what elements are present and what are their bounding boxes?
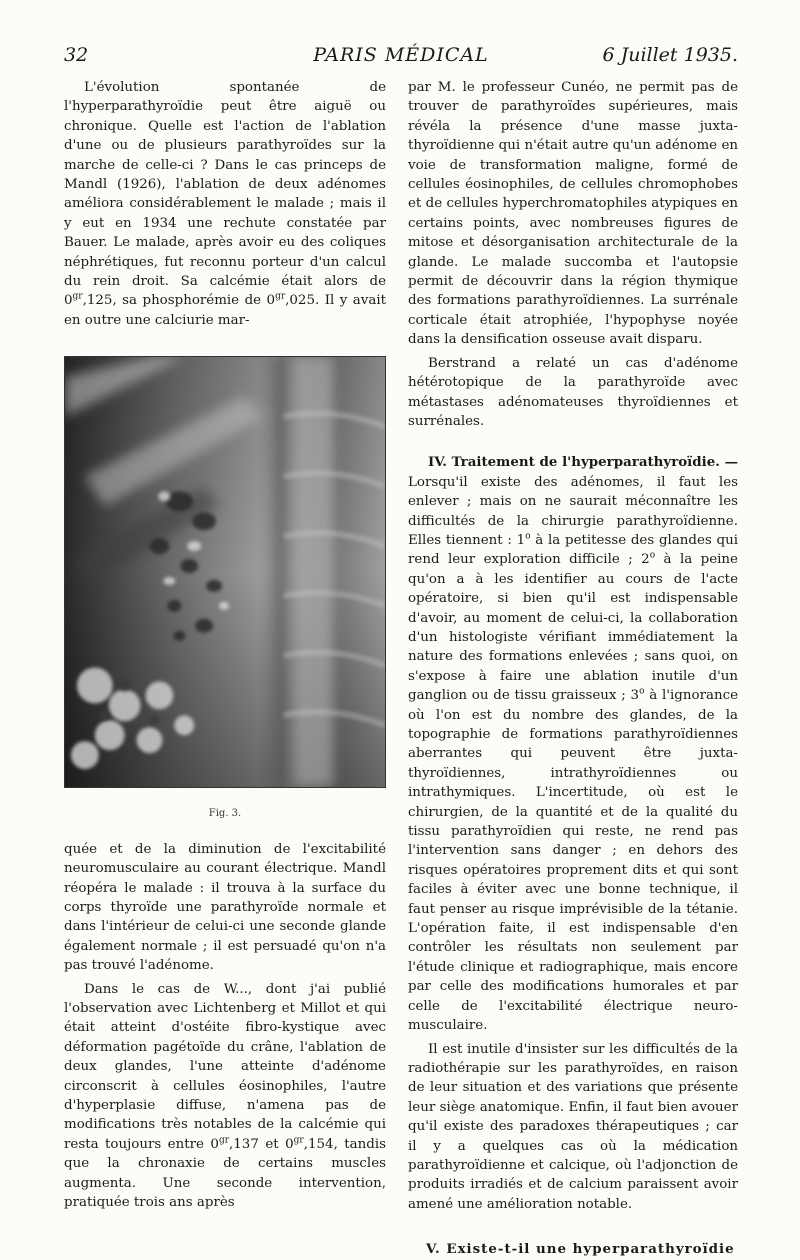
right-column — [408, 78, 738, 1260]
section-traitement: IV. Traitement de l'hyperparathyroïdie. — Lorsqu'il existe des adénomes, il faut les enlever ; mais on ne saurait méconnaître les difficultés de la chirurgie parathyroïdienne. Elles tiennent : 1$^o$ à la petitesse des glandes qui rend leur exploration difficile ; 2$^o$ à la peine qu'on a à les identifier au cours de l'acte opératoire, si bien qu'il est indispensable d'avoir, au moment de celui-ci, la collaboration d'un histologiste vérifiant immédiatement la nature des formations enlevées ; sans quoi, on s'expose à faire une ablation inutile d'un ganglion ou de tissu graisseux ; 3$^o$ à l'ignorance où l'on est du nombre des glandes, de la topographie de formations parathyroïdiennes aberrantes qui peuvent être juxta-thyroïdiennes, intrathyroïdiennes ou intrathymiques. L'incertitude, où est le chirurgien, de la quantité et de la qualité du tissu parathyroïdien qui reste, ne rend pas l'intervention sans danger ; en dehors des risques opératoires proprement dits et qui sont faciles à éviter avec une bonne technique, il faut penser au risque imprévisible de la tétanie. L'opération faite, il est indispensable d'en contrôler les résultats non seulement par l'étude clinique et radiographique, mais encore par celle des modifications humorales et par celle de l'excitabilité électrique neuro-musculaire. — [408, 454, 738, 1034]
xray-image — [64, 356, 386, 788]
paragraph-radiotherapie: Il est inutile d'insister sur les difficultés de la radiothérapie sur les parathyroïdes, en raison de leur situation et des variations que présente leur siège anatomique. Enfin, il faut bien avouer qu'il existe des paradoxes thérapeutiques ; car il y a quelques cas où la médication parathyroïdienne et calcique, où l'adjonction de produits irradiés et de calcium paraissent avoir amené une amélioration notable. — [408, 1041, 738, 1212]
section-heading-iv: IV. Traitement de l'hyperparathyroïdie. — — [428, 454, 738, 471]
left-column — [64, 78, 386, 1212]
figure-caption: Fig. 3. — [208, 808, 242, 820]
journal-title: PARIS MÉDICAL — [313, 44, 489, 66]
paragraph-mandl-continued: quée et de la diminution de l'excitabilité neuromusculaire au courant électrique. Mandl réopéra le malade : il trouva à la surface du corps thyroïde une parathyroïde normale et dans l'intérieur de celui-ci une seconde glande également normale ; il est persuadé qu'on n'a pas trouvé l'adénome. — [64, 841, 386, 974]
paragraph-berstrand: Berstrand a relaté un cas d'adénome hétérotopique de la parathyroïde avec métastases adénomateuses thyroïdiennes et surrénales. — [408, 355, 738, 429]
section-heading-v: V. Existe-t-il une hyperparathyroïdie — [426, 1241, 735, 1258]
figure-3 — [64, 356, 386, 823]
paragraph-evolution: L'évolution spontanée de l'hyperparathyroïdie peut être aiguë ou chronique. Quelle est l'action de l'ablation d'une ou de plusieurs parathyroïdes sur la marche de celle-ci ? Dans le cas princeps de Mandl (1926), l'ablation de deux adénomes améliora considérablement le malade ; mais il y eut en 1934 une rechute constatée par Bauer. Le malade, après avoir eu des coliques néphrétiques, fut reconnu porteur d'un calcul du rein droit. Sa calcémie était alors de $0^{gr},125$, sa phosphorémie de $0^{gr},025$. Il y avait en outre une calciurie mar- — [64, 80, 386, 328]
paragraph-cuneo: par M. le professeur Cunéo, ne permit pas de trouver de parathyroïdes supérieures, mais révéla la présence d'une masse juxta-thyroïdienne qui n'était autre qu'un adénome en voie de transformation maligne, formé de cellules éosinophiles, de cellules chromophobes et de cellules hyperchromatophiles atypiques en certains points, avec nombreuses figures de mitose et désorganisation architecturale de la glande. Le malade succomba et l'autopsie permit de découvrir dans la région thymique des formations parathyroïdiennes. La surrénale corticale était atrophiée, l'hypophyse noyée dans la densification osseuse avait disparu. — [408, 80, 738, 348]
page-number: 32 — [64, 44, 89, 66]
issue-date: 6 Juillet 1935. — [602, 44, 738, 66]
paragraph-case-w: Dans le cas de W..., dont j'ai publié l'observation avec Lichtenberg et Millot et qui était atteint d'ostéite fibro-kystique avec déformation pagétoïde du crâne, l'ablation de deux glandes, l'une atteinte d'adénome circonscrit à cellules éosinophiles, l'autre d'hyperplasie diffuse, n'amena pas de modifications très notables de la calcémie qui resta toujours entre $0^{gr},137$ et $0^{gr},154$, tandis que la chronaxie de certains muscles augmenta. Une seconde intervention, pratiquée trois ans après — [64, 981, 387, 1210]
running-header — [64, 38, 738, 72]
